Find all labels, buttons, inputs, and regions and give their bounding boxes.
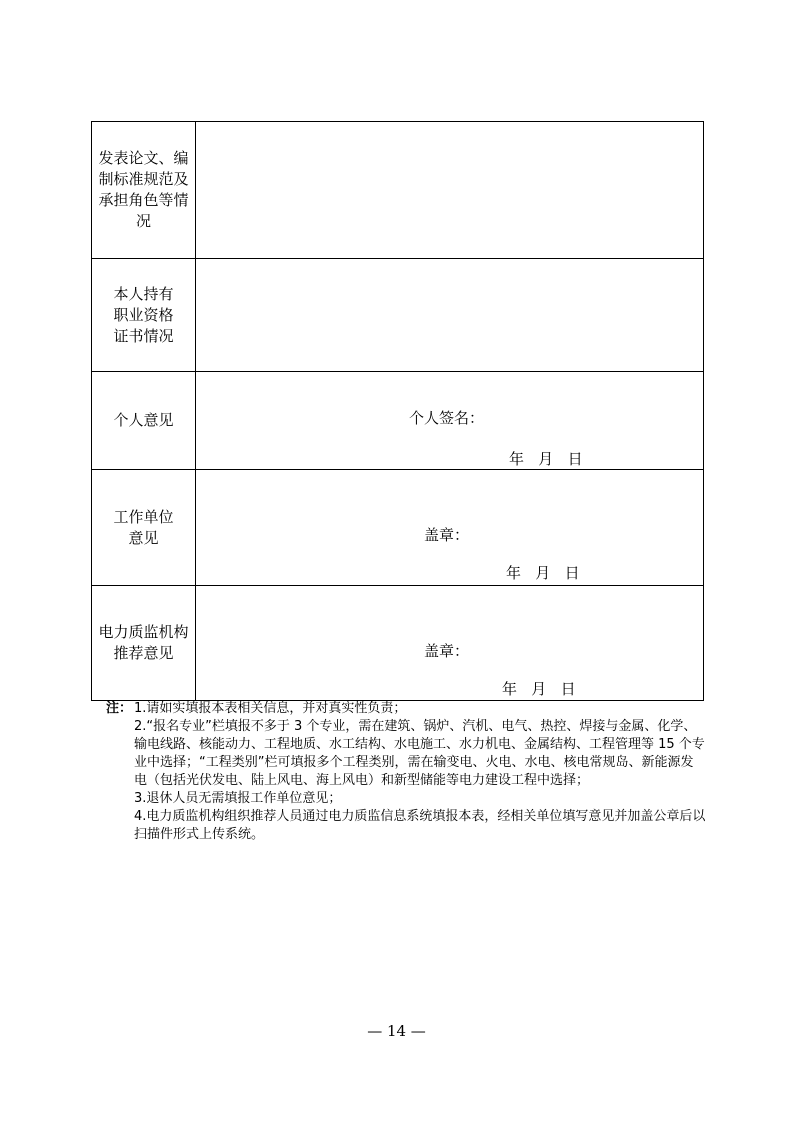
note-item-2: 2.“报名专业”栏填报不多于 3 个专业，需在建筑、锅炉、汽机、电气、热控、焊接与金属、化学、输电线路、核能动力、工程地质、水工结构、水电施工、水力机电、金属结构、工程管理等 15 个专业中选择；“工程类别”栏可填报多个工程类别，需在输变电、火电、水电、核电常规岛、新能源发电（包括光伏发电、陆上风电、海上风电）和新型储能等电力建设工程中选择； bbox=[134, 719, 705, 788]
personal-signature-label: 个人签名： bbox=[409, 409, 485, 427]
label-publications-text: 发表论文、编制标准规范及承担角色等情况 bbox=[98, 149, 189, 230]
field-certificates[interactable] bbox=[196, 259, 704, 372]
field-employer-opinion[interactable] bbox=[196, 470, 704, 586]
employer-date-line: 年 月 日 bbox=[506, 564, 580, 582]
note-first-line bbox=[106, 700, 706, 718]
registration-form-table bbox=[91, 121, 704, 701]
label-supervision-opinion-text: 电力质监机构推荐意见 bbox=[98, 623, 189, 662]
notes-section bbox=[106, 700, 706, 844]
label-employer-opinion-text: 工作单位意见 bbox=[113, 507, 174, 547]
label-employer-opinion bbox=[92, 470, 196, 586]
row-certificates bbox=[92, 259, 704, 372]
page-number: — 14 — bbox=[367, 1022, 426, 1040]
field-publications[interactable] bbox=[196, 122, 704, 259]
row-publications bbox=[92, 122, 704, 259]
label-certificates-text: 本人持有职业资格证书情况 bbox=[113, 284, 174, 345]
label-personal-opinion bbox=[92, 372, 196, 470]
label-personal-opinion-text: 个人意见 bbox=[113, 411, 174, 429]
row-supervision-opinion bbox=[92, 586, 704, 701]
label-publications bbox=[92, 122, 196, 259]
note-item-1: 1.请如实填报本表相关信息，并对真实性负责； bbox=[134, 701, 407, 716]
row-employer-opinion bbox=[92, 470, 704, 586]
employer-seal-label: 盖章： bbox=[424, 526, 470, 544]
label-supervision-opinion bbox=[92, 586, 196, 701]
label-certificates bbox=[92, 259, 196, 372]
note-item-3: 3.退休人员无需填报工作单位意见； bbox=[134, 791, 342, 806]
note-item-4: 4.电力质监机构组织推荐人员通过电力质监信息系统填报本表，经相关单位填写意见并加盖公章后以扫描件形式上传系统。 bbox=[134, 809, 706, 842]
supervision-date-line: 年 月 日 bbox=[502, 680, 576, 698]
supervision-seal-label: 盖章： bbox=[424, 642, 470, 660]
field-personal-opinion[interactable] bbox=[196, 372, 704, 470]
row-personal-opinion bbox=[92, 372, 704, 470]
personal-date-line: 年 月 日 bbox=[509, 450, 583, 468]
field-supervision-opinion[interactable] bbox=[196, 586, 704, 701]
notes-heading: 注： bbox=[106, 701, 133, 716]
